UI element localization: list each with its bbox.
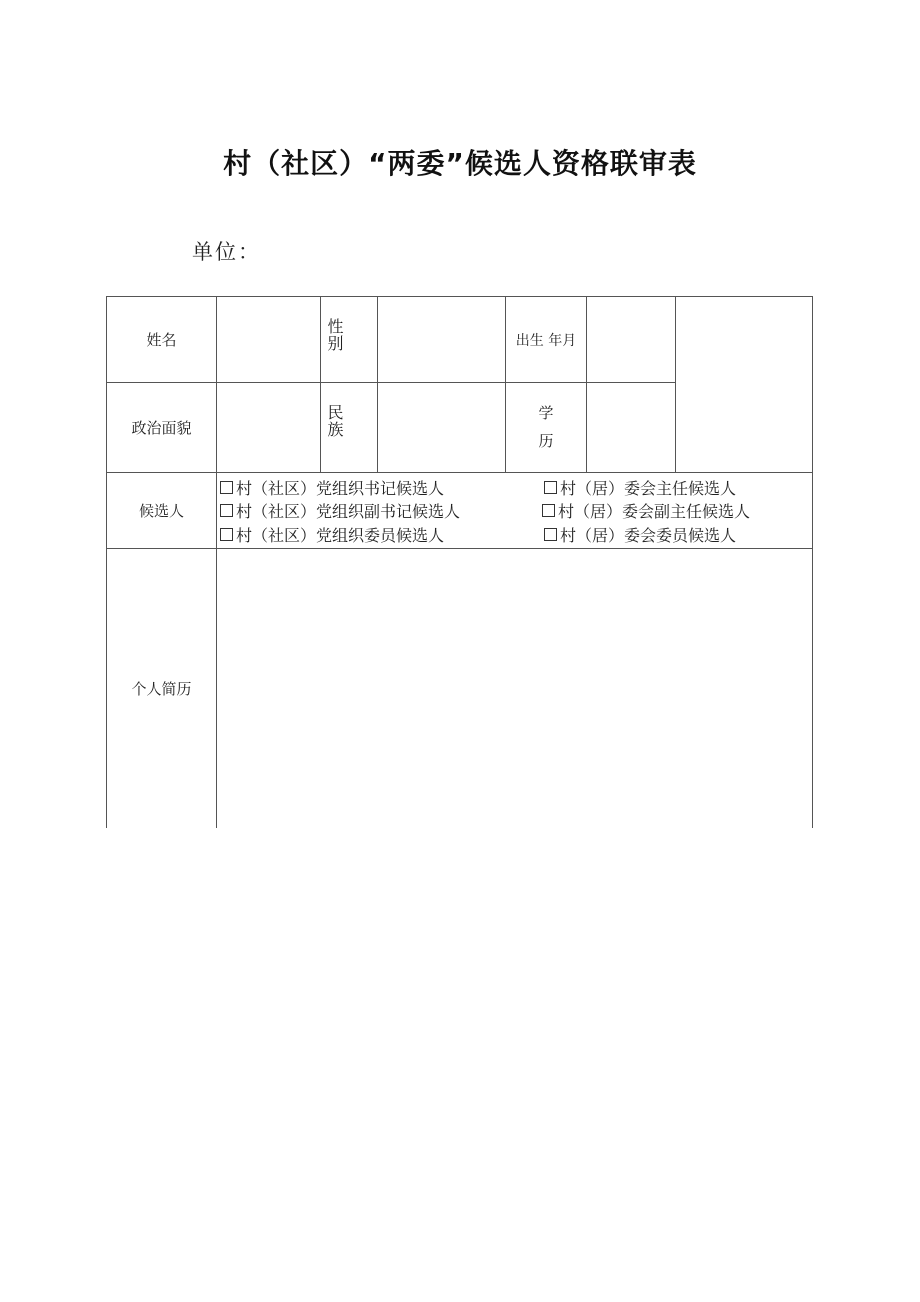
option-committee-deputy-director[interactable]	[542, 499, 750, 522]
unit-label: 单位：	[192, 240, 261, 264]
form-title: 村（社区）“两委”候选人资格联审表	[223, 147, 697, 180]
option-label: 村（居）委会主任候选人	[560, 479, 737, 498]
option-label: 村（居）委会委员候选人	[560, 526, 737, 545]
birth-field[interactable]	[587, 297, 675, 382]
political-status-field[interactable]	[217, 383, 320, 472]
political-status-label: 政治面貌	[131, 419, 192, 437]
name-field[interactable]	[217, 297, 320, 382]
option-committee-director[interactable]	[544, 476, 736, 499]
photo-area[interactable]	[676, 297, 812, 472]
resume-field[interactable]	[217, 549, 812, 828]
option-label: 村（居）委会副主任候选人	[558, 502, 751, 521]
candidate-label: 候选人	[138, 502, 184, 520]
education-label-line2: 历	[538, 432, 554, 450]
option-party-secretary[interactable]	[220, 476, 444, 499]
gender-label: 性别	[325, 318, 344, 352]
ethnicity-field[interactable]	[378, 383, 505, 472]
option-label: 村（社区）党组织副书记候选人	[236, 502, 461, 521]
checkbox-icon[interactable]	[220, 504, 233, 517]
option-party-deputy-secretary[interactable]	[220, 499, 460, 522]
name-label: 姓名	[146, 331, 177, 349]
option-party-member[interactable]	[220, 523, 444, 546]
checkbox-icon[interactable]	[220, 481, 233, 494]
checkbox-icon[interactable]	[220, 528, 233, 541]
option-label: 村（社区）党组织书记候选人	[236, 479, 445, 498]
option-label: 村（社区）党组织委员候选人	[236, 526, 445, 545]
resume-label: 个人简历	[131, 680, 192, 698]
education-label-line1: 学	[538, 404, 554, 422]
gender-field[interactable]	[378, 297, 505, 382]
ethnicity-label: 民族	[325, 404, 344, 438]
checkbox-icon[interactable]	[544, 528, 557, 541]
checkbox-icon[interactable]	[544, 481, 557, 494]
option-committee-member[interactable]	[544, 523, 736, 546]
birth-label: 出生 年月	[515, 332, 577, 349]
education-field[interactable]	[587, 383, 675, 472]
checkbox-icon[interactable]	[542, 504, 555, 517]
education-label	[506, 399, 586, 455]
